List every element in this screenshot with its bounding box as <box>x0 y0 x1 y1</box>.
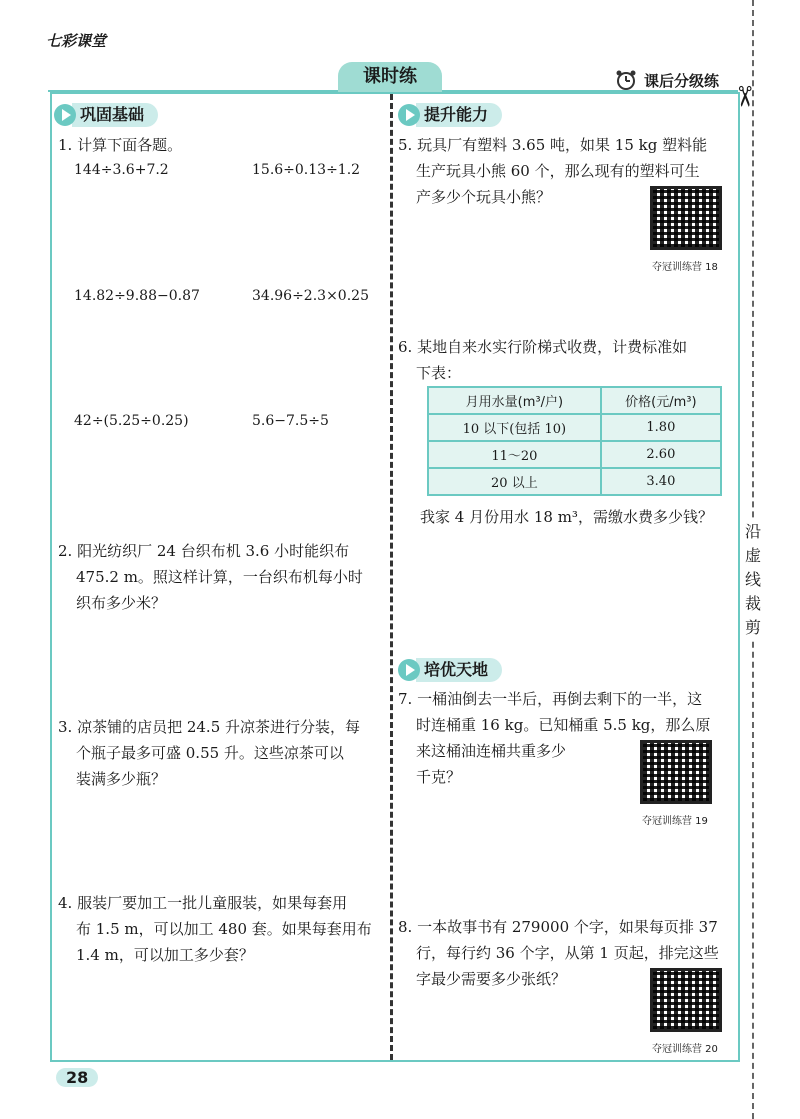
scissors-icon: ✂ <box>728 84 762 109</box>
page-title: 课时练 <box>338 62 442 92</box>
section-advance <box>398 101 502 129</box>
question-6-line: 下表： <box>416 364 462 382</box>
qr-caption: 夺冠训练营 18 <box>652 262 718 273</box>
table-row <box>428 468 721 495</box>
question-5-line: 生产玩具小熊 60 个，那么现有的塑料可生 <box>416 162 700 180</box>
question-3-line: 个瓶子最多可盛 0.55 升。这些凉茶可以 <box>76 744 344 762</box>
expr-3: 14.82÷9.88−0.87 <box>74 288 200 304</box>
expr-2: 15.6÷0.13÷1.2 <box>252 162 361 178</box>
table-row <box>428 441 721 468</box>
question-4-line: 1.4 m，可以加工多少套？ <box>76 946 254 964</box>
question-6 <box>398 334 687 386</box>
brand-logo: 七彩课堂 <box>46 32 107 50</box>
cut-instruction: 沿虚线裁剪 <box>740 520 766 640</box>
alarm-clock-icon <box>614 68 638 92</box>
question-5-line: 产多少个玩具小熊？ <box>416 188 552 206</box>
question-8-line: 字最少需要多少张纸？ <box>416 970 567 988</box>
section-basic <box>54 101 158 129</box>
table-cell: 1.80 <box>601 414 721 441</box>
question-4-line: 布 1.5 m，可以加工 480 套。如果每套用布 <box>76 920 372 938</box>
table-cell: 11～20 <box>428 441 601 468</box>
question-4 <box>58 890 372 968</box>
question-6-line: 6. 某地自来水实行阶梯式收费，计费标准如 <box>398 338 688 356</box>
table-row <box>428 387 721 414</box>
expr-1: 144÷3.6+7.2 <box>74 162 169 178</box>
question-3-line: 装满多少瓶？ <box>76 770 167 788</box>
question-4-line: 4. 服装厂要加工一批儿童服装，如果每套用 <box>58 894 348 912</box>
qr-code[interactable] <box>650 186 722 250</box>
question-2-line: 2. 阳光纺织厂 24 台织布机 3.6 小时能织布 <box>58 542 350 560</box>
fee-table <box>427 386 722 496</box>
section-advance-label: 提升能力 <box>416 103 502 127</box>
play-icon <box>398 659 420 681</box>
qr-caption: 夺冠训练营 19 <box>642 816 708 827</box>
question-8-line: 行，每行约 36 个字，从第 1 页起，排完这些 <box>416 944 719 962</box>
play-icon <box>54 104 76 126</box>
question-3 <box>58 714 360 792</box>
header-subtitle <box>614 68 719 92</box>
question-7-line: 来这桶油连桶共重多少 <box>416 742 567 760</box>
section-basic-label: 巩固基础 <box>72 103 158 127</box>
table-row <box>428 414 721 441</box>
question-8-line: 8. 一本故事书有 279000 个字，如果每页排 37 <box>398 918 718 936</box>
table-cell: 2.60 <box>601 441 721 468</box>
question-7-line: 千克？ <box>416 768 462 786</box>
question-7-line: 时连桶重 16 kg。已知桶重 5.5 kg，那么原 <box>416 716 711 734</box>
qr-caption: 夺冠训练营 20 <box>652 1044 718 1055</box>
question-2 <box>58 538 363 616</box>
question-2-line: 织布多少米？ <box>76 594 167 612</box>
question-3-line: 3. 凉茶铺的店员把 24.5 升凉茶进行分装，每 <box>58 718 361 736</box>
question-6-ask: 我家 4 月份用水 18 m³，需缴水费多少钱？ <box>420 508 713 526</box>
header-right-label: 课后分级练 <box>644 71 720 90</box>
expr-6: 5.6−7.5÷5 <box>252 413 329 429</box>
expr-5: 42÷(5.25÷0.25) <box>74 413 189 429</box>
question-1: 1. 计算下面各题。 <box>58 136 183 154</box>
expr-4: 34.96÷2.3×0.25 <box>252 288 369 304</box>
qr-code[interactable] <box>650 968 722 1032</box>
table-header: 价格(元/m³) <box>601 387 721 414</box>
table-header: 月用水量(m³/户) <box>428 387 601 414</box>
qr-code[interactable] <box>640 740 712 804</box>
question-7-line: 7. 一桶油倒去一半后，再倒去剩下的一半，这 <box>398 690 703 708</box>
table-cell: 3.40 <box>601 468 721 495</box>
section-excel-label: 培优天地 <box>416 658 502 682</box>
play-icon <box>398 104 420 126</box>
question-2-line: 475.2 m。照这样计算，一台织布机每小时 <box>76 568 363 586</box>
question-5-line: 5. 玩具厂有塑料 3.65 吨，如果 15 kg 塑料能 <box>398 136 708 154</box>
column-divider <box>390 94 393 1060</box>
page-number: 28 <box>56 1068 98 1087</box>
section-excel <box>398 656 502 684</box>
table-cell: 20 以上 <box>428 468 601 495</box>
table-cell: 10 以下(包括 10) <box>428 414 601 441</box>
